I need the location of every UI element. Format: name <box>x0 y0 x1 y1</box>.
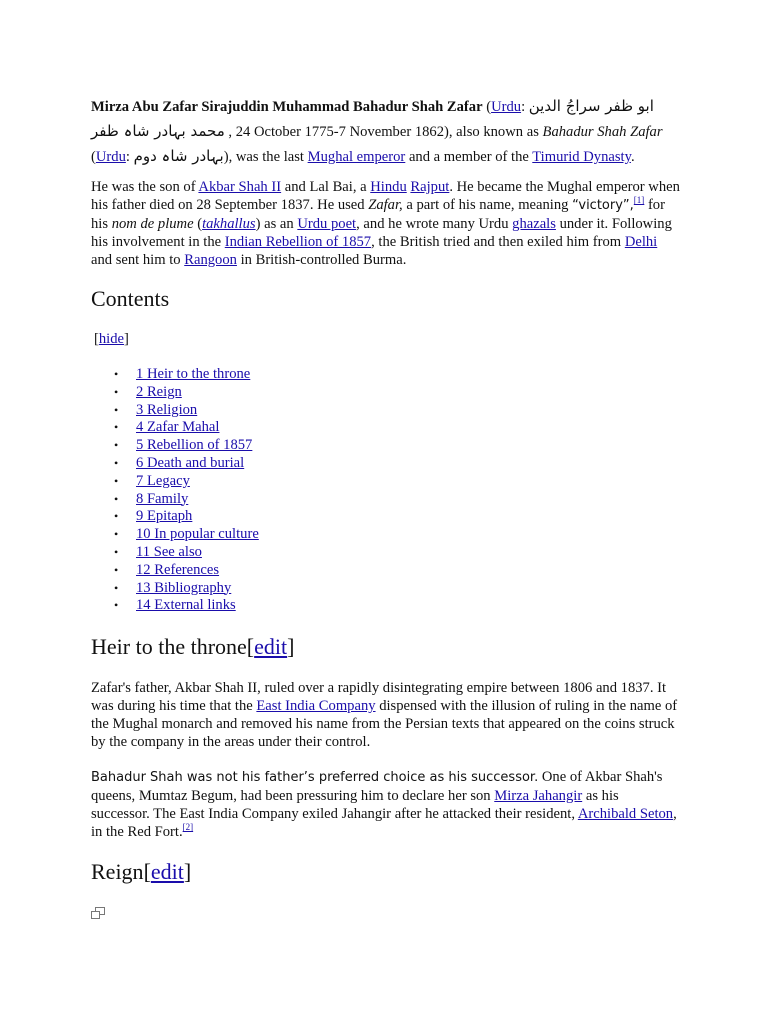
toc-item <box>91 526 259 544</box>
rajput-link[interactable]: Rajput <box>410 179 450 195</box>
toc-link-epitaph[interactable]: 9 Epitaph <box>136 508 193 525</box>
toc-item <box>91 384 259 402</box>
toc-item <box>91 402 259 420</box>
akbar-shah-link[interactable]: Akbar Shah II <box>198 179 282 195</box>
subject-name: Mirza Abu Zafar Sirajuddin Muhammad Bahadur Shah Zafar <box>91 99 483 115</box>
image-placeholder-icon[interactable] <box>91 907 105 919</box>
ghazals-link[interactable]: ghazals <box>512 216 556 232</box>
toc-link-heir[interactable]: 1 Heir to the throne <box>136 366 251 382</box>
urdu-link-2[interactable]: Urdu <box>95 149 126 165</box>
toc-item <box>91 473 259 491</box>
toc-link-zafar-mahal[interactable]: 4 Zafar Mahal <box>136 419 220 436</box>
urdu-poet-link[interactable]: Urdu poet <box>297 216 357 232</box>
heir-paragraph-1: Zafar's father, Akbar Shah II, ruled over a rapidly disintegrating empire between 1806 and 1837. It was during his time that the East India Company dispensed with the illusion of ruling in the name of the Mughal monarch and removed his name from the Persian texts that appeared on the coins struck by the company in the areas under their control. <box>91 680 678 750</box>
delhi-link[interactable]: Delhi <box>624 234 658 250</box>
archibald-seton-link[interactable]: Archibald Seton <box>577 806 674 822</box>
toc-link-see-also[interactable]: 11 See also <box>136 543 202 560</box>
toc-link-legacy[interactable]: 7 Legacy <box>136 472 190 489</box>
rangoon-link[interactable]: Rangoon <box>184 252 237 268</box>
parentage-paragraph: He was the son of Akbar Shah II and Lal Bai, a Hindu Rajput. He became the Mughal emperor when his father died on 28 September 1837. He used Zafar, a part of his name, meaning “victory”,[1] for his nom de plume (takhallus) as an Urdu poet, and he wrote many Urdu ghazals under it. Following his involvement in the Indian Rebellion of 1857, the British tried and then exiled him from Delhi and sent him to Rangoon in British-controlled Burma. <box>91 179 680 268</box>
reference-1-link[interactable]: [1] <box>633 195 645 206</box>
reference-2-link[interactable]: [2] <box>182 822 194 833</box>
toc-item <box>91 508 259 526</box>
urdu-link[interactable]: Urdu <box>491 99 522 115</box>
toc-toggle: [hide] <box>94 331 129 347</box>
toc-link-external-links[interactable]: 14 External links <box>136 597 236 614</box>
contents-heading: Contents <box>91 286 170 311</box>
toc-item <box>91 437 259 455</box>
toc-item <box>91 544 259 562</box>
mirza-jahangir-link[interactable]: Mirza Jahangir <box>494 788 583 804</box>
timurid-dynasty-link[interactable]: Timurid Dynasty <box>532 149 631 165</box>
urdu-name-short: بہادر شاہ دوم <box>133 147 224 165</box>
east-india-company-link[interactable]: East India Company <box>256 698 376 714</box>
toc-link-rebellion[interactable]: 5 Rebellion of 1857 <box>136 437 253 454</box>
indian-rebellion-link[interactable]: Indian Rebellion of 1857 <box>224 234 372 250</box>
toc-link-family[interactable]: 8 Family <box>136 490 189 507</box>
toc-link-death[interactable]: 6 Death and burial <box>136 454 245 471</box>
toc-item <box>91 455 259 473</box>
hide-toc-link[interactable]: hide <box>98 331 125 347</box>
reign-edit-link[interactable]: edit <box>150 859 184 884</box>
hindu-link[interactable]: Hindu <box>370 179 407 195</box>
toc-item <box>91 491 259 509</box>
toc-item <box>91 366 259 384</box>
alias-name: Bahadur Shah Zafar <box>542 124 663 140</box>
table-of-contents <box>91 366 259 615</box>
intro-paragraph: Mirza Abu Zafar Sirajuddin Muhammad Bahadur Shah Zafar (Urdu: ابو ظفر سراجُ الدین محمد بہادر شاہ ظفر , 24 October 1775-7 November 1862), also known as Bahadur Shah Zafar (Urdu: بہادر شاہ دوم), was the last Mughal emperor and a member of the Timurid Dynasty. <box>91 97 663 165</box>
heir-edit-link[interactable]: edit <box>254 634 288 659</box>
toc-item <box>91 562 259 580</box>
heir-paragraph-2: Bahadur Shah was not his father’s preferred choice as his successor. One of Akbar Shah's queens, Mumtaz Begum, had been pressuring him to declare her son Mirza Jahangir as his successor. The East India Company exiled Jahangir after he attacked their resident, Archibald Seton, in the Red Fort.[2] <box>91 769 677 840</box>
mughal-emperor-link[interactable]: Mughal emperor <box>307 149 406 165</box>
toc-link-popular-culture[interactable]: 10 In popular culture <box>136 526 259 543</box>
toc-link-reign[interactable]: 2 Reign <box>136 383 182 400</box>
toc-link-religion[interactable]: 3 Religion <box>136 401 198 418</box>
reign-section-heading: Reign[edit] <box>91 859 192 884</box>
toc-item <box>91 597 259 615</box>
toc-item <box>91 580 259 598</box>
takhallus-link[interactable]: takhallus <box>202 216 256 232</box>
toc-item <box>91 419 259 437</box>
toc-link-bibliography[interactable]: 13 Bibliography <box>136 579 232 596</box>
heir-section-heading: Heir to the throne[edit] <box>91 634 295 659</box>
urdu-name-full: ابو ظفر سراجُ الدین محمد بہادر شاہ ظفر <box>91 97 654 140</box>
toc-link-references[interactable]: 12 References <box>136 561 220 578</box>
